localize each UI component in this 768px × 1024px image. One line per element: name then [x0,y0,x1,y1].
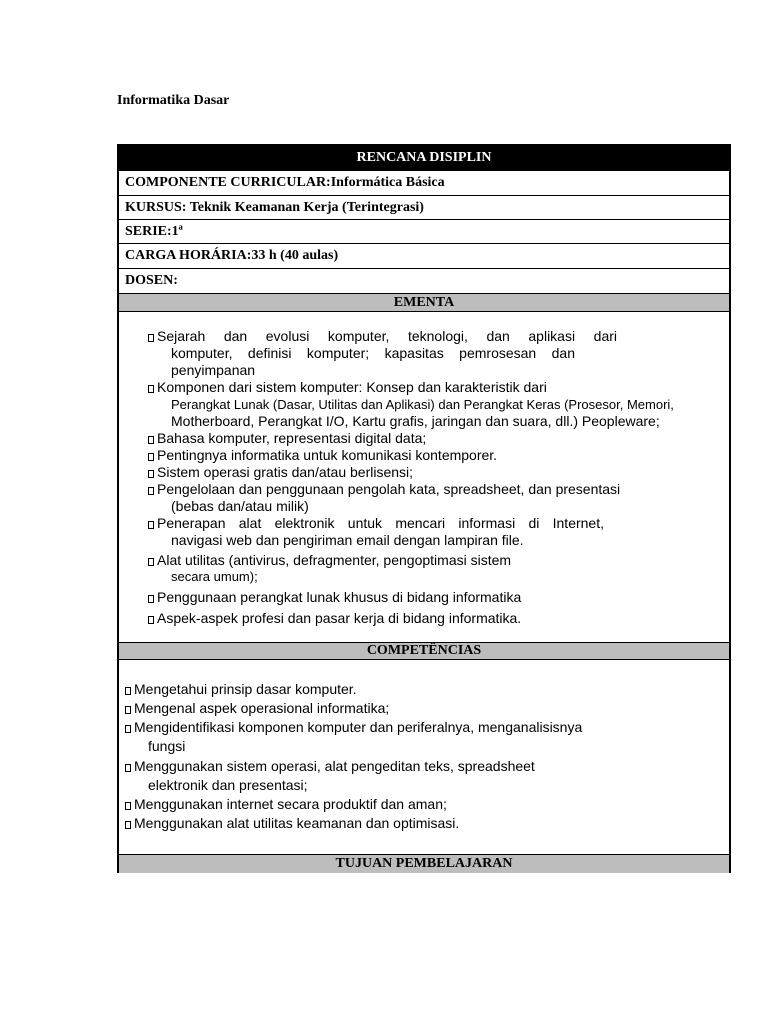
ementa-line: Penggunaan perangkat lunak khusus di bidang informatika [148,589,521,606]
document-title: Informatika Dasar [117,93,230,108]
ementa-line: secara umum); [171,569,258,584]
ementa-heading: EMENTA [119,294,729,312]
ementa-line: Pengelolaan dan penggunaan pengolah kata, spreadsheet, dan presentasi [148,481,620,498]
table-header: RENCANA DISIPLIN [119,146,729,171]
competencia-line: Menggunakan sistem operasi, alat pengeditan teks, spreadsheet [125,758,535,775]
tujuan-heading: TUJUAN PEMBELAJARAN [119,854,729,873]
competencia-line: Mengenal aspek operasional informatika; [125,700,389,717]
workload-row: CARGA HORÁRIA:33 h (40 aulas) [119,244,729,269]
series-row: SERIE:1ª [119,220,729,244]
ementa-line: Pentingnya informatika untuk komunikasi kontemporer. [148,447,497,464]
competencia-line: fungsi [148,738,186,754]
bullet-icon [148,334,154,342]
competencia-line: elektronik dan presentasi; [148,777,308,793]
ementa-line: Aspek-aspek profesi dan pasar kerja di bidang informatika. [148,610,521,627]
ementa-line: navigasi web dan pengiriman email dengan lampiran file. [171,532,524,548]
bullet-icon [148,521,154,529]
bullet-icon [148,558,154,566]
competencia-line: Menggunakan internet secara produktif dan aman; [125,796,447,813]
bullet-icon [125,706,131,714]
ementa-line: Bahasa komputer, representasi digital data; [148,430,426,447]
bullet-icon [125,764,131,772]
bullet-icon [148,595,154,603]
bullet-icon [148,453,154,461]
bullet-icon [125,725,131,733]
ementa-line: (bebas dan/atau milik) [171,498,309,514]
bullet-icon [125,821,131,829]
ementa-line: penyimpanan [171,362,256,378]
bullet-icon [148,487,154,495]
bullet-icon [125,802,131,810]
bullet-icon [148,470,154,478]
ementa-line: Sejarah dan evolusi komputer, teknologi, dan aplikasi dari [148,328,617,345]
bullet-icon [148,616,154,624]
ementa-line: Motherboard, Perangkat I/O, Kartu grafis, jaringan dan suara, dll.) Peopleware; [171,413,660,429]
syllabus-table [117,144,731,873]
competencia-line: Mengidentifikasi komponen komputer dan periferalnya, menganalisisnya [125,719,582,736]
ementa-line: Alat utilitas (antivirus, defragmenter, pengoptimasi sistem [148,552,511,569]
ementa-line: Perangkat Lunak (Dasar, Utilitas dan Aplikasi) dan Perangkat Keras (Prosesor, Memori, [171,397,674,412]
lecturer-row: DOSEN: [119,269,729,294]
bullet-icon [148,385,154,393]
ementa-line: Penerapan alat elektronik untuk mencari informasi di Internet, [148,515,604,532]
competencia-line: Mengetahui prinsip dasar komputer. [125,681,357,698]
course-row: KURSUS: Teknik Keamanan Kerja (Terintegrasi) [119,196,729,220]
ementa-line: komputer, definisi komputer; kapasitas pemrosesan dan [171,345,575,361]
bullet-icon [125,687,131,695]
bullet-icon [148,436,154,444]
ementa-line: Sistem operasi gratis dan/atau berlisensi; [148,464,413,481]
competencias-heading: COMPETÊNCIAS [119,642,729,660]
curricular-component-row: COMPONENTE CURRICULAR:Informática Básica [119,171,729,196]
ementa-line: Komponen dari sistem komputer: Konsep dan karakteristik dari [148,379,547,396]
competencia-line: Menggunakan alat utilitas keamanan dan optimisasi. [125,815,459,832]
